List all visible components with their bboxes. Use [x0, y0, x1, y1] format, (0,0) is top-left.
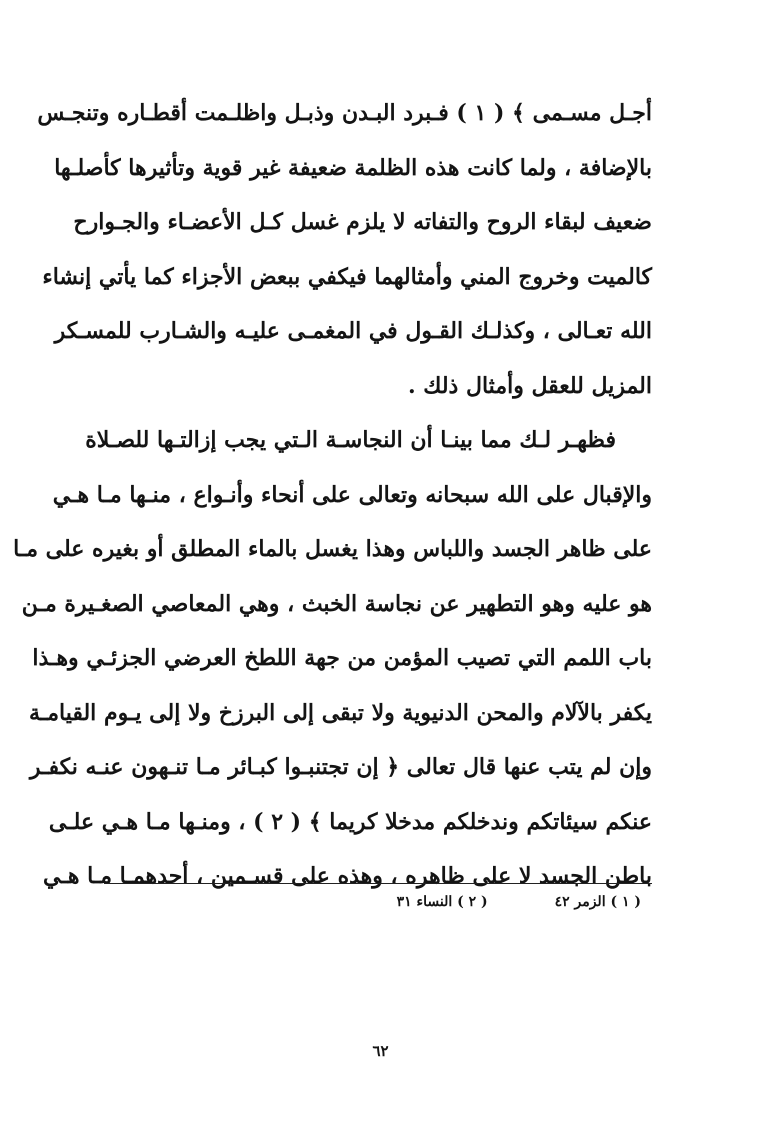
text-line-3: ضعيف لبقاء الروح والتفاته لا يلزم غسل كـل الأعضـاء والجـوارح: [73, 209, 652, 235]
footnote-1: ( ١ ) الزمر ٤٢: [554, 894, 641, 910]
text-line-15: باطن الجسد لا على ظاهره ، وهذه على قسـمين ، أحدهمـا مـا هـي: [43, 863, 652, 889]
text-line-8: والإقبال على الله سبحانه وتعالى على أنحاء وأنـواع ، منـها مـا هـي: [52, 481, 652, 508]
text-line-6: المزيل للعقل وأمثال ذلك .: [407, 372, 652, 399]
text-line-1: أجـل مسـمى ﴾ ( ١ ) فـبرد البـدن وذبـل واظلـمت أقطـاره وتنجـس: [37, 100, 652, 126]
text-line-10: هو عليه وهو التطهير عن نجاسة الخبث ، وهي المعاصي الصغـيرة مـن: [21, 590, 652, 617]
text-line-14: عنكم سيئاتكم وندخلكم مدخلا كريما ﴾ ( ٢ ) ، ومنـها مـا هـي علـى: [48, 808, 652, 835]
footnote-divider: [104, 883, 652, 884]
page-number: ٦٢: [372, 1042, 389, 1060]
main-text: [13, 86, 652, 904]
text-line-4: كالميت وخروج المني وأمثالهما فيكفي ببعض الأجزاء كما يأتي إنشاء: [42, 263, 652, 290]
footnote-2: ( ٢ ) النساء ٣١: [396, 894, 488, 910]
text-line-5: الله تعـالى ، وكذلـك القـول في المغمـى عليـه والشـارب للمسـكر: [54, 318, 652, 344]
text-line-7: فظهـر لـك مما بينـا أن النجاسـة الـتي يجب إزالتـها للصـلاة: [85, 427, 616, 453]
footnotes: [397, 890, 641, 914]
text-line-2: بالإضافة ، ولما كانت هذه الظلمة ضعيفة غير قوية وتأثيرها كأصلـها: [54, 154, 652, 181]
text-line-9: على ظاهر الجسد واللباس وهذا يغسل بالماء المطلق أو بغيره على مـا: [13, 536, 652, 562]
text-line-12: يكفر بالآلام والمحن الدنيوية ولا تبقى إلى البرزخ ولا إلى يـوم القيامـة: [28, 699, 652, 726]
text-line-11: باب اللمم التي تصيب المؤمن من جهة اللطخ العرضي الجزئـي وهـذا: [32, 645, 652, 671]
text-line-13: وإن لم يتب عنها قال تعالى ﴿ إن تجتنبـوا كبـائر مـا تنـهون عنـه نكفـر: [29, 754, 652, 780]
